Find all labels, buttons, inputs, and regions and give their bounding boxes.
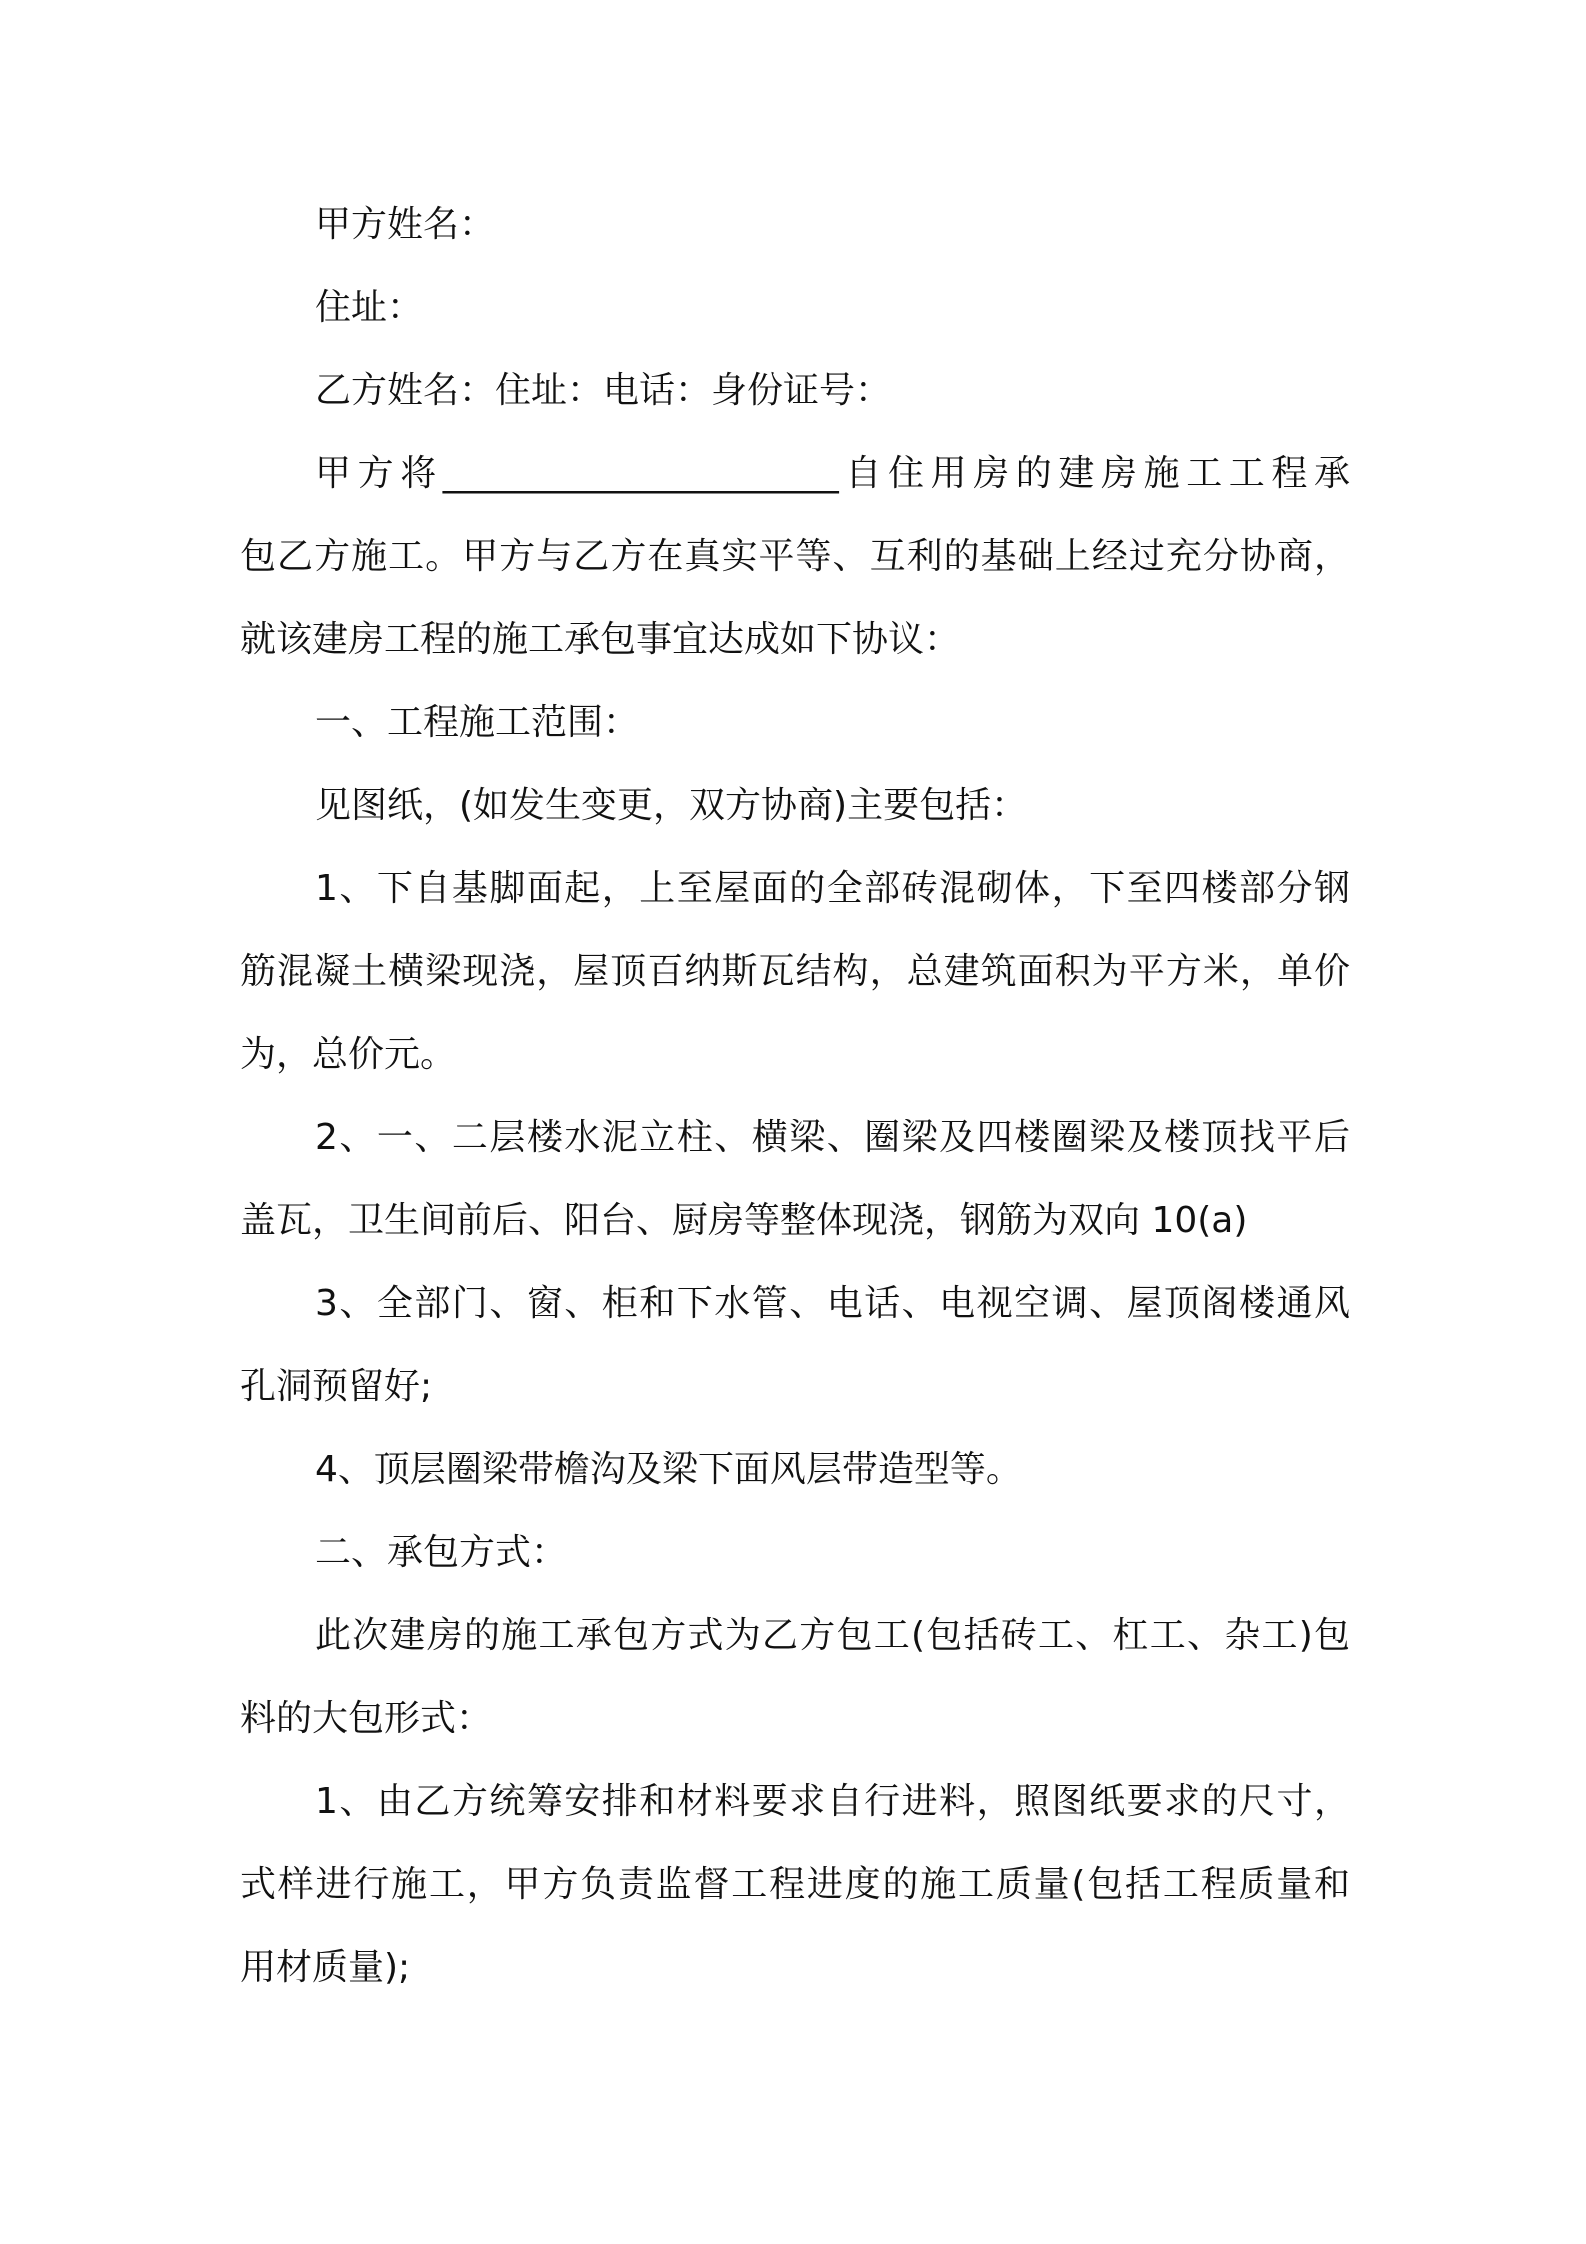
party-a-name-field: 甲方姓名： [315, 204, 496, 245]
paragraph-intro-line-1: 甲方将______________________自住用房的建房施工工程承 [315, 453, 1350, 494]
scope-item-3-line-2: 孔洞预留好; [240, 1366, 433, 1407]
section-heading-contract-method: 二、承包方式： [315, 1532, 568, 1573]
scope-item-1-line-2: 筋混凝土横梁现浇，屋顶百纳斯瓦结构，总建筑面积为平方米，单价 [240, 951, 1350, 992]
scope-item-2-line-1: 2、一、二层楼水泥立柱、横梁、圈梁及四楼圈梁及楼顶找平后 [315, 1117, 1350, 1158]
paragraph-intro-line-2: 包乙方施工。甲方与乙方在真实平等、互利的基础上经过充分协商， [240, 536, 1350, 577]
scope-item-3-line-1: 3、全部门、窗、柜和下水管、电话、电视空调、屋顶阁楼通风 [315, 1283, 1350, 1324]
party-b-info-field: 乙方姓名：住址：电话：身份证号： [315, 370, 892, 411]
scope-item-2-line-2: 盖瓦，卫生间前后、阳台、厨房等整体现浇，钢筋为双向 10(a) [240, 1200, 1248, 1241]
section-heading-scope: 一、工程施工范围： [315, 702, 640, 743]
method-item-1-line-3: 用材质量); [240, 1947, 411, 1988]
method-item-1-line-2: 式样进行施工，甲方负责监督工程进度的施工质量(包括工程质量和 [240, 1864, 1350, 1905]
scope-item-4: 4、顶层圈梁带檐沟及梁下面风层带造型等。 [315, 1449, 1022, 1490]
scope-summary: 见图纸，(如发生变更，双方协商)主要包括： [315, 785, 1028, 826]
scope-item-1-line-1: 1、下自基脚面起，上至屋面的全部砖混砌体，下至四楼部分钢 [315, 868, 1350, 909]
contract-method-line-1: 此次建房的施工承包方式为乙方包工(包括砖工、杠工、杂工)包 [315, 1615, 1350, 1656]
paragraph-intro-line-3: 就该建房工程的施工承包事宜达成如下协议： [240, 619, 961, 660]
contract-method-line-2: 料的大包形式： [240, 1698, 493, 1739]
method-item-1-line-1: 1、由乙方统筹安排和材料要求自行进料，照图纸要求的尺寸， [315, 1781, 1350, 1822]
scope-item-1-line-3: 为，总价元。 [240, 1034, 457, 1075]
party-a-address-field: 住址： [315, 287, 424, 328]
